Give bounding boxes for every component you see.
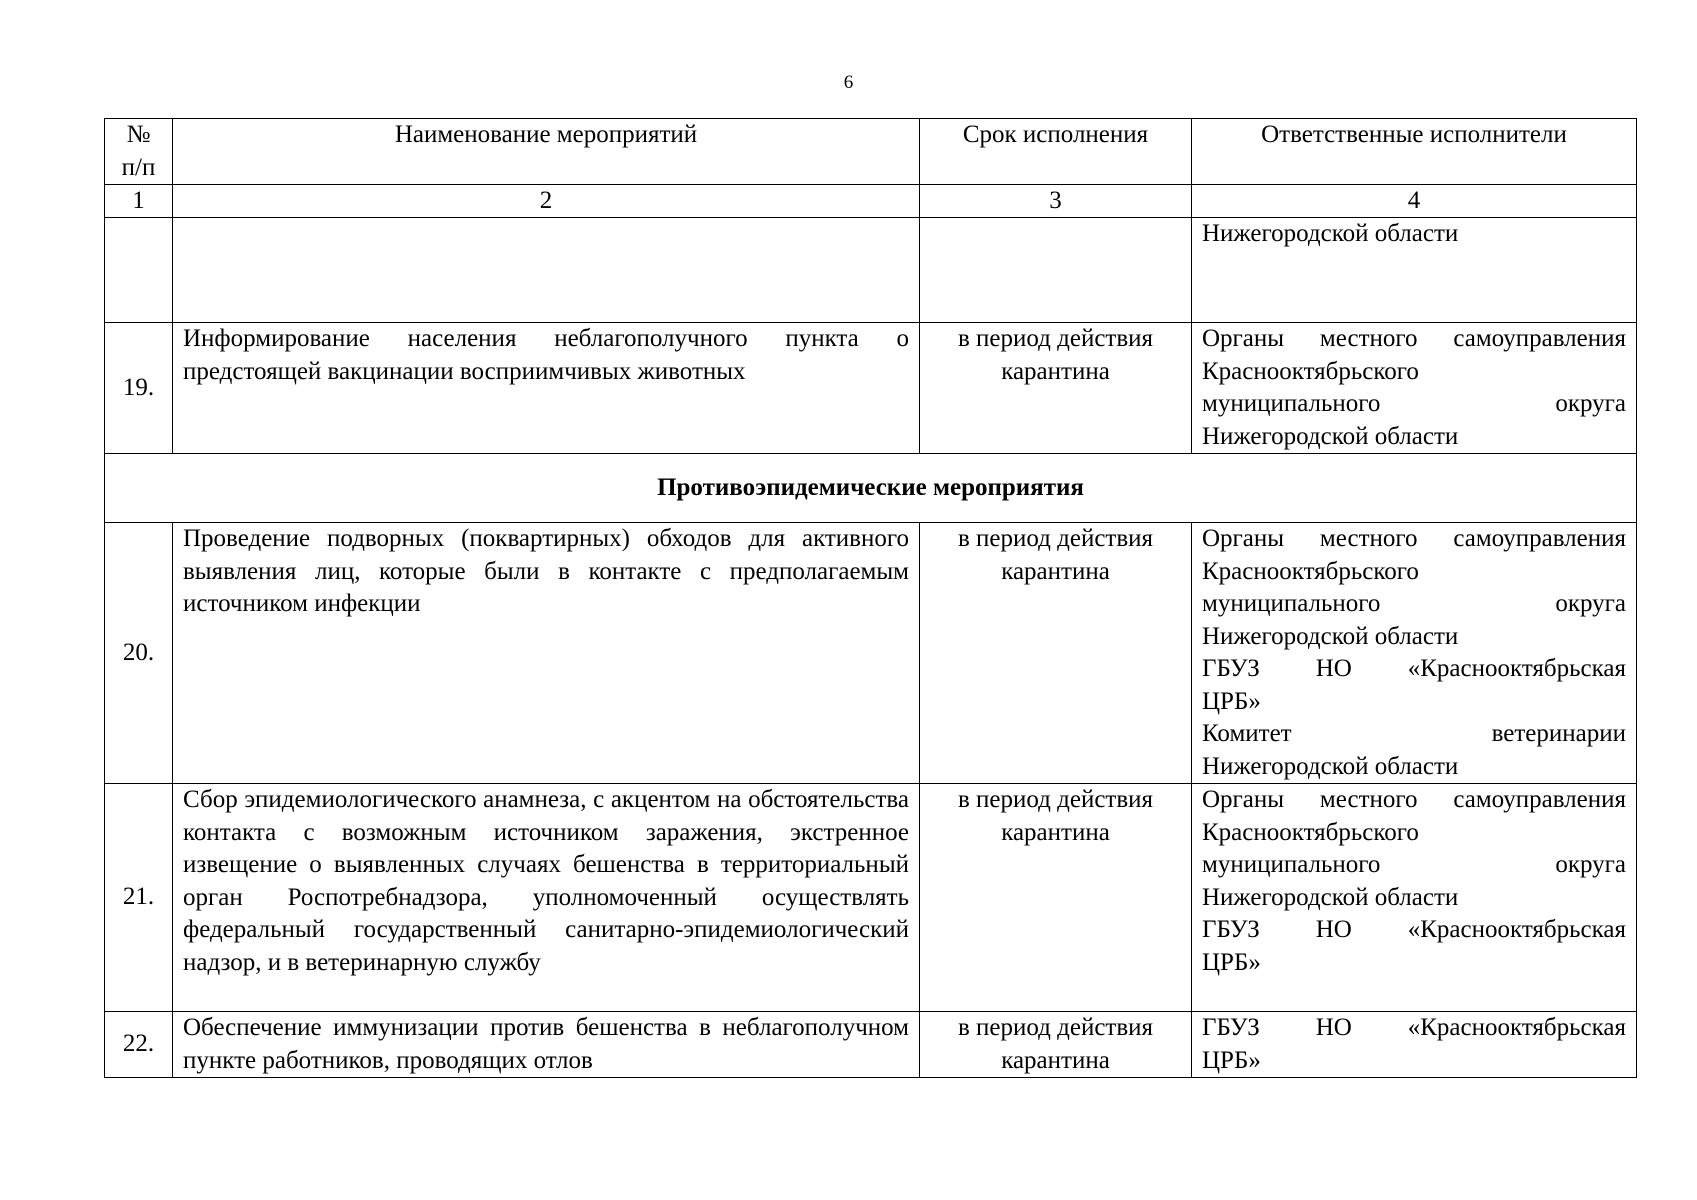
row-name: Проведение подворных (поквартирных) обходов для активного выявления лиц, которые были в контакте с предполагаемым источником инфекции (173, 523, 920, 784)
table-row (105, 784, 1637, 1012)
responsible-line: Краснооктябрьского (1202, 557, 1419, 585)
column-index-1: 1 (105, 185, 173, 218)
responsible-line: Краснооктябрьского (1202, 357, 1419, 385)
table-row (105, 1012, 1637, 1078)
row-number: 22. (105, 1012, 173, 1078)
responsible-line: Краснооктябрьского (1202, 818, 1419, 846)
responsible-line: муниципального округа (1202, 851, 1626, 878)
table-header-row (105, 119, 1637, 185)
row-term: в период действия карантина (920, 784, 1192, 1012)
responsible-line: Органы местного самоуправления (1202, 525, 1626, 552)
responsible-line: ГБУЗ НО «Краснооктябрьская (1202, 916, 1626, 943)
row-name: Информирование населения неблагополучного пункта о предстоящей вакцинации восприимчивых животных (173, 323, 920, 454)
row-responsible (1192, 523, 1637, 784)
continuation-responsible: Нижегородской области (1192, 218, 1637, 323)
responsible-line: Нижегородской области (1202, 883, 1459, 911)
row-number: 20. (105, 523, 173, 784)
row-responsible (1192, 1012, 1637, 1078)
row-name: Обеспечение иммунизации против бешенства в неблагополучном пункте работников, проводящих отлов (173, 1012, 920, 1078)
row-number: 21. (105, 784, 173, 1012)
responsible-line: муниципального округа (1202, 390, 1626, 417)
header-number-line1: № (126, 121, 151, 148)
header-number-line2: п/п (121, 153, 156, 181)
responsible-line: ЦРБ» (1202, 687, 1261, 715)
continuation-num (105, 218, 173, 323)
row-term: в период действия карантина (920, 1012, 1192, 1078)
row-term: в период действия карантина (920, 323, 1192, 454)
section-title: Противоэпидемические мероприятия (105, 454, 1637, 523)
row-number: 19. (105, 323, 173, 454)
responsible-line: муниципального округа (1202, 590, 1626, 617)
column-index-4: 4 (1192, 185, 1637, 218)
measures-table (104, 118, 1637, 1078)
responsible-line: ЦРБ» (1202, 948, 1261, 976)
row-responsible (1192, 784, 1637, 1012)
responsible-line: Нижегородской области (1202, 622, 1459, 650)
responsible-line: Органы местного самоуправления (1202, 325, 1626, 352)
table-row (105, 323, 1637, 454)
header-responsible: Ответственные исполнители (1192, 119, 1637, 185)
continuation-row (105, 218, 1637, 323)
header-number (105, 119, 173, 185)
column-index-row (105, 185, 1637, 218)
responsible-line: Нижегородской области (1202, 752, 1459, 780)
continuation-name (173, 218, 920, 323)
header-name: Наименование мероприятий (173, 119, 920, 185)
row-responsible (1192, 323, 1637, 454)
row-term: в период действия карантина (920, 523, 1192, 784)
responsible-line: ЦРБ» (1202, 1046, 1261, 1074)
section-row (105, 454, 1637, 523)
row-name: Сбор эпидемиологического анамнеза, с акцентом на обстоятельства контакта с возможным источником заражения, экстренное извещение о выявленных случаях бешенства в территориальный орган Роспотребнадзора, уполномоченный осуществлять федеральный государственный санитарно-эпидемиологический надзор, и в ветеринарную службу (173, 784, 920, 1012)
continuation-term (920, 218, 1192, 323)
responsible-line: ГБУЗ НО «Краснооктябрьская (1202, 655, 1626, 682)
column-index-3: 3 (920, 185, 1192, 218)
responsible-line: Органы местного самоуправления (1202, 786, 1626, 813)
responsible-line: ГБУЗ НО «Краснооктябрьская (1202, 1014, 1626, 1041)
header-term: Срок исполнения (920, 119, 1192, 185)
responsible-line: Комитет ветеринарии (1202, 720, 1626, 747)
column-index-2: 2 (173, 185, 920, 218)
responsible-line: Нижегородской области (1202, 422, 1459, 450)
table-row (105, 523, 1637, 784)
page-number: 6 (843, 72, 854, 93)
